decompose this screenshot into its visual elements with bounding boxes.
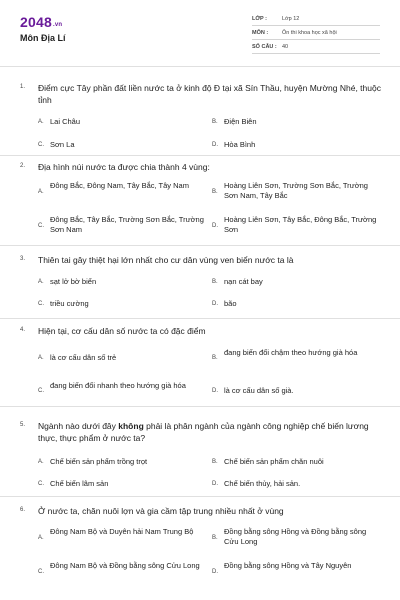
question-text-part: Điểm cực Tây phần đất liền nước ta ở kinh độ Đ tại xã Sín Thầu, huyện Mường Nhé, thuộc tỉnh [38,83,381,105]
option-letter: A. [38,279,44,285]
option-letter: D. [212,142,218,148]
logo-suffix: .vn [52,22,63,28]
question-text-part: Hiện tại, cơ cấu dân số nước ta có đặc điểm [38,326,206,336]
option-text: nạn cát bay [224,277,263,286]
option-letter: B. [212,355,218,361]
option-text: Đông Nam Bộ và Duyên hải Nam Trung Bộ [50,527,194,536]
option-letter: D. [212,223,218,229]
question-number: 1. [20,84,26,90]
option-letter: A. [38,459,44,465]
meta-label: LỚP : [252,16,267,22]
option-letter: D. [212,388,218,394]
question-text-part: Thiên tai gây thiệt hại lớn nhất cho cư dân vùng ven biển nước ta là [38,255,294,265]
option-text: Hòa Bình [224,140,256,149]
meta-row-class [252,13,380,26]
question-text-part: phải là phân ngành của ngành công nghiệp chế biến lương thực, thực phẩm ở nước ta? [38,421,369,443]
option-letter: C. [38,481,44,487]
option-text: sạt lở bờ biển [50,277,97,286]
question-text-part: Ngành nào dưới đây [38,421,119,431]
option-letter: A. [38,535,44,541]
option-text: Đông Bắc, Tây Bắc, Trường Sơn Bắc, Trường Sơn Nam [50,215,204,234]
option-text: Đồng bằng sông Hồng và Đồng bằng sông Cửu Long [224,527,367,546]
option-text: Đồng bằng sông Hồng và Tây Nguyên [224,561,352,570]
option-letter: C. [38,301,44,307]
option-text: Chế biến sản phẩm chăn nuôi [224,457,324,466]
subject-title: Môn Địa Lí [20,33,66,43]
question-text [38,505,383,517]
question-divider [0,318,400,319]
option-text: Sơn La [50,140,75,149]
option-letter: B. [212,459,218,465]
question-divider [0,496,400,497]
meta-value: 40 [282,44,289,50]
option-letter: B. [212,189,218,195]
question-text [38,254,383,266]
option-letter: D. [212,301,218,307]
option-text: Điện Biên [224,117,257,126]
question-text [38,82,383,106]
logo-main: 2048 [20,14,52,30]
meta-label: SỐ CÂU : [252,44,277,50]
question-text [38,325,383,337]
option-letter: D. [212,569,218,575]
question-text [38,161,383,173]
meta-label: MÔN : [252,30,269,36]
question-text [38,420,383,444]
option-letter: A. [38,119,44,125]
meta-value: Ôn thi khoa học xã hội [282,30,337,36]
question-number: 6. [20,507,26,513]
option-text: Hoàng Liên Sơn, Trường Sơn Bắc, Trường Sơn Nam, Tây Bắc [224,181,368,200]
option-text: Lai Châu [50,117,81,126]
option-letter: A. [38,189,44,195]
option-letter: C. [38,569,44,575]
question-divider [0,245,400,246]
option-text: là cơ cấu dân số già. [224,386,294,395]
question-number: 2. [20,163,26,169]
option-text: Chế biến lâm sản [50,479,109,488]
option-text: Hoàng Liên Sơn, Tây Bắc, Đông Bắc, Trường Sơn [224,215,377,234]
question-number: 3. [20,256,26,262]
option-text: Đông Nam Bộ và Đồng bằng sông Cửu Long [50,561,200,570]
exam-meta-table [252,13,380,54]
meta-row-question-count [252,41,380,54]
option-letter: D. [212,481,218,487]
meta-row-subject [252,27,380,40]
question-text-part: Địa hình núi nước ta được chia thành 4 vùng: [38,162,210,172]
option-letter: B. [212,119,218,125]
question-divider [0,155,400,156]
option-letter: C. [38,388,44,394]
option-text: đang biến đổi chậm theo hướng già hóa [224,348,358,357]
option-text: bão [224,299,237,308]
question-number: 5. [20,422,26,428]
option-letter: A. [38,355,44,361]
option-text: triều cường [50,299,89,308]
option-letter: C. [38,142,44,148]
question-text-part: Ở nước ta, chăn nuôi lợn và gia cầm tập trung nhiều nhất ở vùng [38,506,284,516]
option-text: Chế biến sản phẩm trồng trọt [50,457,148,466]
option-text: Chế biến thủy, hải sản. [224,479,301,488]
option-text: đang biến đổi nhanh theo hướng già hóa [50,381,186,390]
question-text-emphasis: không [118,421,144,431]
question-number: 4. [20,327,26,333]
option-letter: B. [212,535,218,541]
question-divider [0,406,400,407]
option-letter: C. [38,223,44,229]
option-text: Đông Bắc, Đông Nam, Tây Bắc, Tây Nam [50,181,189,190]
option-letter: B. [212,279,218,285]
option-text: là cơ cấu dân số trẻ [50,353,117,362]
header-divider [0,66,400,67]
meta-value: Lớp 12 [282,16,300,22]
site-logo[interactable] [20,14,62,30]
